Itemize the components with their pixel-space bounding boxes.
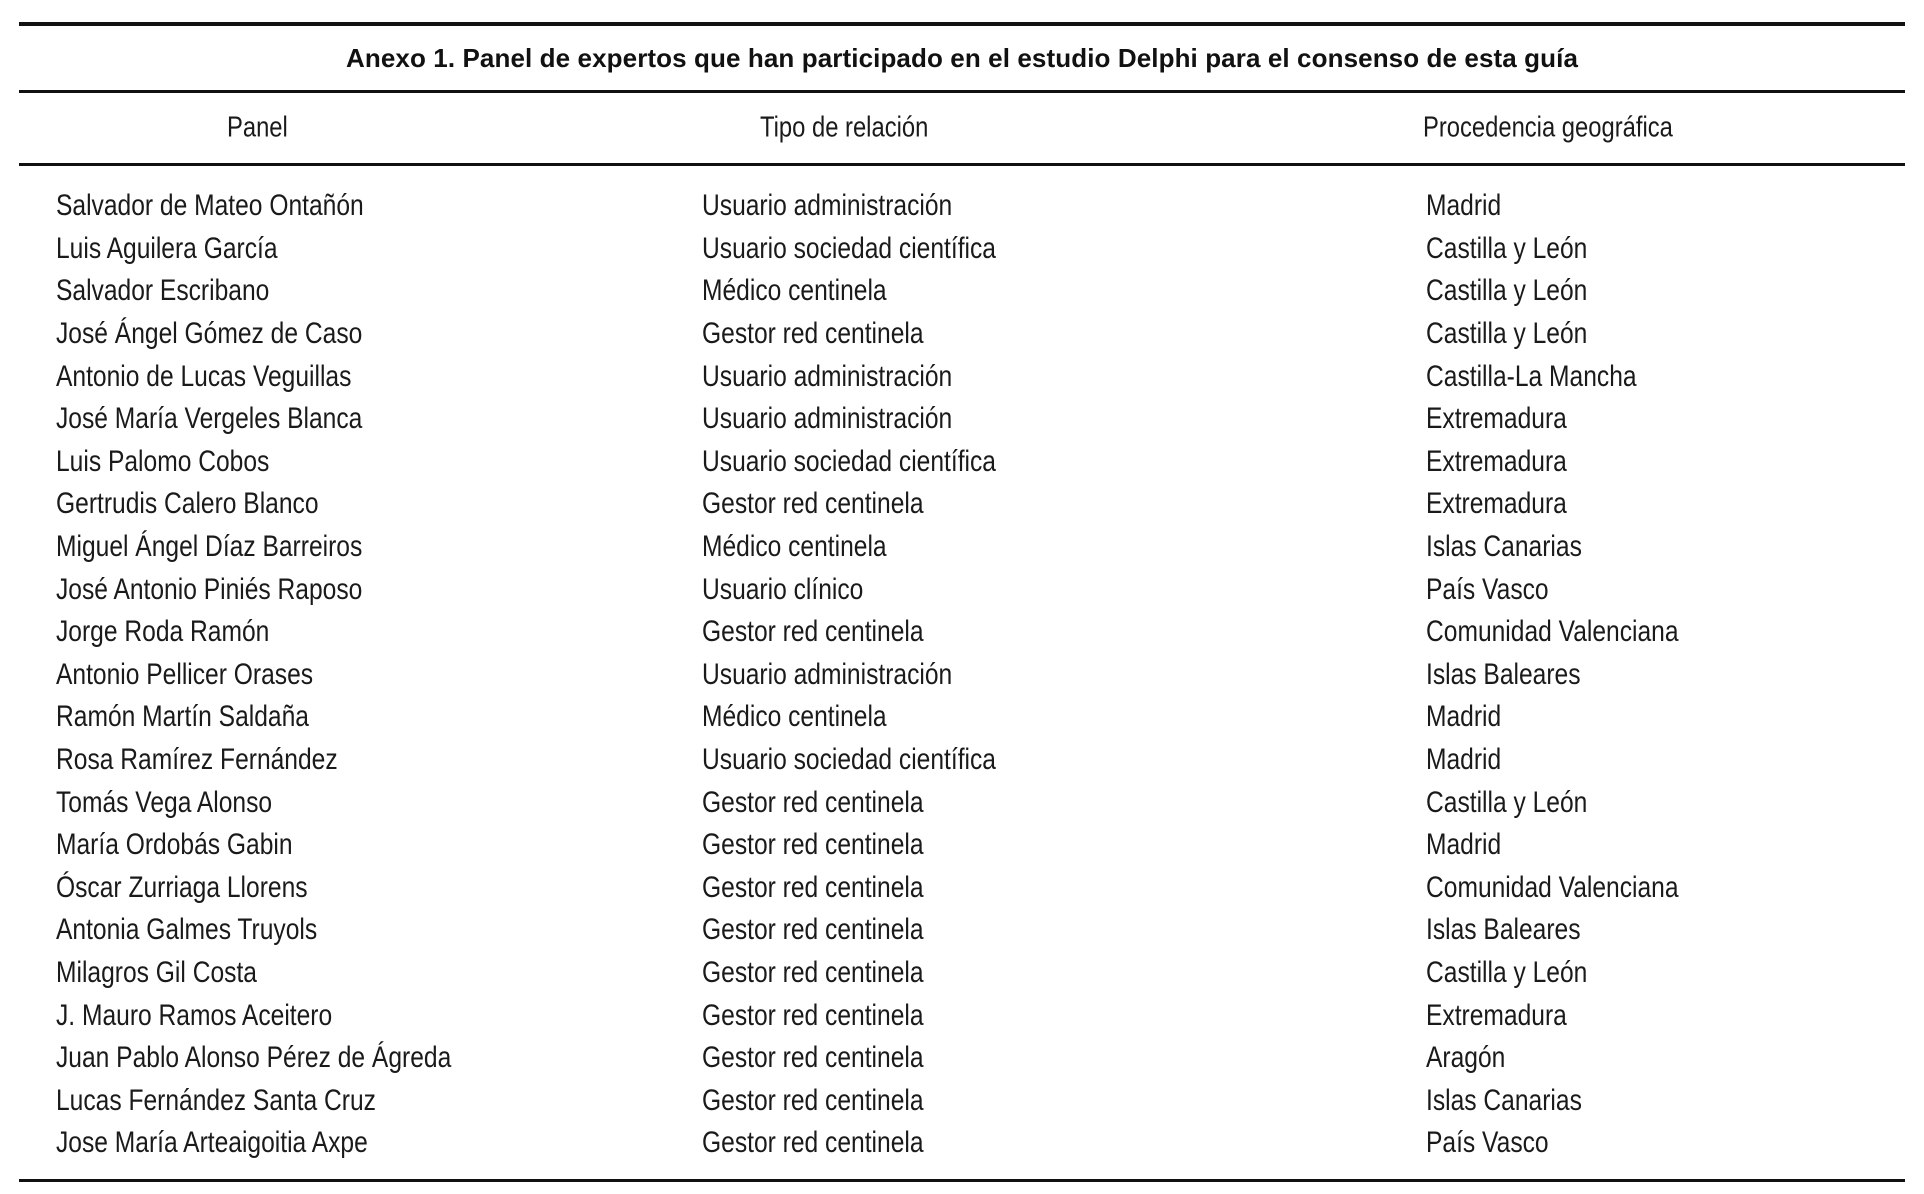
cell-procedencia-geografica: Extremadura (1426, 487, 1567, 521)
cell-procedencia-geografica: Castilla y León (1426, 955, 1588, 989)
cell-panel-name: Óscar Zurriaga Llorens (56, 870, 308, 904)
cell-tipo-de-relacion: Usuario clínico (702, 572, 864, 606)
table-row (19, 952, 1905, 995)
cell-panel-name: Miguel Ángel Díaz Barreiros (56, 530, 363, 564)
cell-procedencia-geografica: Extremadura (1426, 998, 1567, 1032)
cell-tipo-de-relacion: Gestor red centinela (702, 487, 924, 521)
cell-panel-name: Jorge Roda Ramón (56, 615, 270, 649)
cell-panel-name: Juan Pablo Alonso Pérez de Ágreda (56, 1041, 452, 1075)
cell-panel-name: J. Mauro Ramos Aceitero (56, 998, 333, 1032)
cell-procedencia-geografica: Islas Canarias (1426, 1083, 1582, 1117)
bottom-rule (19, 1179, 1905, 1182)
table-row (19, 1122, 1905, 1165)
cell-panel-name: Luis Aguilera García (56, 231, 278, 265)
table-row (19, 185, 1905, 228)
cell-tipo-de-relacion: Usuario administración (702, 189, 953, 223)
cell-tipo-de-relacion: Gestor red centinela (702, 317, 924, 351)
table-row (19, 611, 1905, 654)
cell-tipo-de-relacion: Gestor red centinela (702, 998, 924, 1032)
cell-tipo-de-relacion: Gestor red centinela (702, 1126, 924, 1160)
table-row (19, 313, 1905, 356)
cell-procedencia-geografica: Castilla y León (1426, 274, 1588, 308)
cell-panel-name: José María Vergeles Blanca (56, 402, 363, 436)
cell-procedencia-geografica: País Vasco (1426, 572, 1549, 606)
cell-tipo-de-relacion: Gestor red centinela (702, 615, 924, 649)
cell-tipo-de-relacion: Gestor red centinela (702, 1083, 924, 1117)
cell-panel-name: Gertrudis Calero Blanco (56, 487, 319, 521)
table-row (19, 526, 1905, 569)
cell-procedencia-geografica: Comunidad Valenciana (1426, 870, 1679, 904)
cell-panel-name: Antonia Galmes Truyols (56, 913, 318, 947)
cell-tipo-de-relacion: Médico centinela (702, 530, 887, 564)
cell-panel-name: María Ordobás Gabin (56, 828, 293, 862)
table-row (19, 696, 1905, 739)
table-header-row (19, 93, 1905, 163)
table-row (19, 867, 1905, 910)
header-panel: Panel (227, 111, 288, 144)
annex-table (19, 22, 1905, 1182)
cell-panel-name: Jose María Arteaigoitia Axpe (56, 1126, 368, 1160)
cell-panel-name: Milagros Gil Costa (56, 955, 257, 989)
cell-tipo-de-relacion: Gestor red centinela (702, 785, 924, 819)
table-row (19, 228, 1905, 271)
table-row (19, 781, 1905, 824)
cell-tipo-de-relacion: Gestor red centinela (702, 913, 924, 947)
cell-tipo-de-relacion: Gestor red centinela (702, 1041, 924, 1075)
cell-tipo-de-relacion: Gestor red centinela (702, 870, 924, 904)
cell-procedencia-geografica: Castilla y León (1426, 317, 1588, 351)
table-row (19, 994, 1905, 1037)
cell-tipo-de-relacion: Usuario administración (702, 657, 953, 691)
cell-panel-name: Salvador de Mateo Ontañón (56, 189, 364, 223)
header-tipo-de-relacion: Tipo de relación (760, 111, 929, 144)
cell-procedencia-geografica: Madrid (1426, 700, 1502, 734)
cell-procedencia-geografica: Comunidad Valenciana (1426, 615, 1679, 649)
cell-panel-name: Antonio de Lucas Veguillas (56, 359, 352, 393)
cell-procedencia-geografica: Madrid (1426, 743, 1502, 777)
table-row (19, 398, 1905, 441)
cell-procedencia-geografica: Islas Baleares (1426, 913, 1581, 947)
cell-tipo-de-relacion: Médico centinela (702, 274, 887, 308)
cell-tipo-de-relacion: Gestor red centinela (702, 828, 924, 862)
cell-procedencia-geografica: Castilla y León (1426, 785, 1588, 819)
cell-procedencia-geografica: Castilla y León (1426, 231, 1588, 265)
cell-panel-name: José Ángel Gómez de Caso (56, 317, 363, 351)
table-row (19, 1079, 1905, 1122)
cell-procedencia-geografica: Islas Baleares (1426, 657, 1581, 691)
header-procedencia-geografica: Procedencia geográfica (1423, 111, 1673, 144)
table-row (19, 355, 1905, 398)
cell-panel-name: Tomás Vega Alonso (56, 785, 273, 819)
cell-tipo-de-relacion: Usuario sociedad científica (702, 444, 996, 478)
cell-procedencia-geografica: Islas Canarias (1426, 530, 1582, 564)
table-caption: Anexo 1. Panel de expertos que han participado en el estudio Delphi para el consenso de esta guía (345, 42, 1579, 73)
table-row (19, 654, 1905, 697)
cell-procedencia-geografica: Extremadura (1426, 444, 1567, 478)
cell-panel-name: Salvador Escribano (56, 274, 270, 308)
cell-panel-name: José Antonio Piniés Raposo (56, 572, 363, 606)
table-row (19, 568, 1905, 611)
cell-panel-name: Luis Palomo Cobos (56, 444, 270, 478)
cell-tipo-de-relacion: Usuario sociedad científica (702, 743, 996, 777)
cell-panel-name: Rosa Ramírez Fernández (56, 743, 338, 777)
cell-procedencia-geografica: País Vasco (1426, 1126, 1549, 1160)
table-row (19, 441, 1905, 484)
cell-procedencia-geografica: Aragón (1426, 1041, 1506, 1075)
cell-panel-name: Ramón Martín Saldaña (56, 700, 309, 734)
cell-procedencia-geografica: Castilla-La Mancha (1426, 359, 1637, 393)
table-row (19, 483, 1905, 526)
cell-panel-name: Antonio Pellicer Orases (56, 657, 314, 691)
cell-procedencia-geografica: Madrid (1426, 828, 1502, 862)
cell-tipo-de-relacion: Usuario sociedad científica (702, 231, 996, 265)
cell-procedencia-geografica: Madrid (1426, 189, 1502, 223)
cell-procedencia-geografica: Extremadura (1426, 402, 1567, 436)
table-row (19, 824, 1905, 867)
cell-tipo-de-relacion: Usuario administración (702, 359, 953, 393)
cell-tipo-de-relacion: Gestor red centinela (702, 955, 924, 989)
table-row (19, 739, 1905, 782)
cell-tipo-de-relacion: Médico centinela (702, 700, 887, 734)
cell-tipo-de-relacion: Usuario administración (702, 402, 953, 436)
table-body (19, 166, 1905, 1179)
table-row (19, 909, 1905, 952)
table-row (19, 1037, 1905, 1080)
table-row (19, 270, 1905, 313)
cell-panel-name: Lucas Fernández Santa Cruz (56, 1083, 376, 1117)
